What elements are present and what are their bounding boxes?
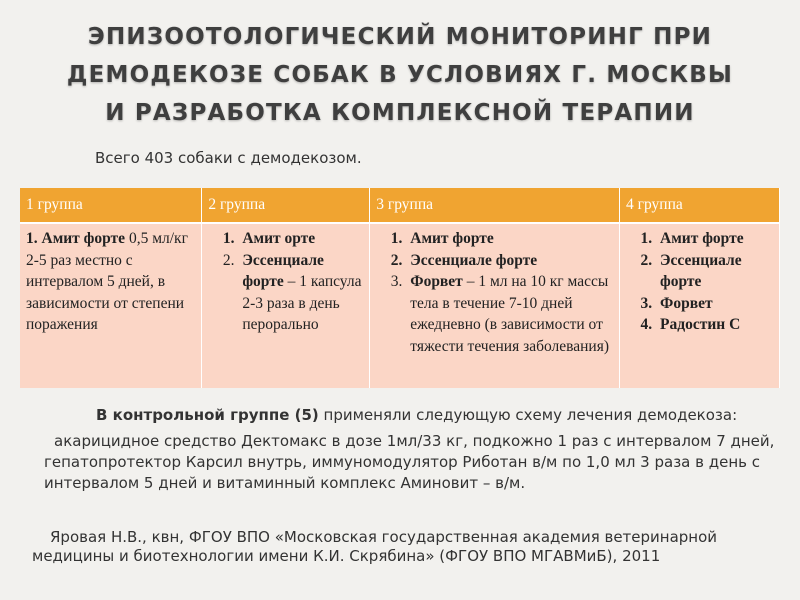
header-group-1: 1 группа bbox=[20, 188, 202, 223]
control-group-text bbox=[44, 405, 784, 494]
cell-group-3 bbox=[370, 223, 620, 388]
group1-drug: 1. Амит форте bbox=[26, 230, 126, 247]
list-item: 2. Эссенциале форте – 1 капсула 2-3 раза в день перорально bbox=[238, 250, 363, 336]
header-group-4: 4 группа bbox=[620, 188, 780, 223]
control-group-intro: В контрольной группе (5) применяли следующую схему лечения демодекоза: bbox=[96, 406, 738, 424]
group2-list bbox=[208, 228, 363, 336]
list-item: 1. Амит форте bbox=[656, 228, 773, 250]
list-item: 1. Амит орте bbox=[238, 228, 363, 250]
list-item: 3. Форвет bbox=[656, 293, 773, 315]
header-group-3: 3 группа bbox=[370, 188, 620, 223]
list-item: 4. Радостин С bbox=[656, 314, 773, 336]
title-line-1: ЭПИЗООТОЛОГИЧЕСКИЙ МОНИТОРИНГ ПРИ bbox=[87, 24, 713, 50]
group4-list bbox=[626, 228, 773, 336]
control-group-scheme: акарицидное средство Дектомакс в дозе 1мл/33 кг, подкожно 1 раз с интервалом 7 дней, гепатопротектор Карсил внутрь, иммуномодулятор Риботан в/м по 1,0 мл 3 раза в день с интервалом 5 дней и витаминный комплекс Аминовит – в/м. bbox=[44, 432, 775, 492]
table-header-row bbox=[20, 188, 780, 223]
groups-table bbox=[20, 188, 780, 388]
title-line-3: И РАЗРАБОТКА КОМПЛЕКСНОЙ ТЕРАПИИ bbox=[105, 100, 695, 126]
cell-group-2 bbox=[202, 223, 370, 388]
group3-list bbox=[376, 228, 613, 357]
title-line-2: ДЕМОДЕКОЗЕ СОБАК В УСЛОВИЯХ Г. МОСКВЫ bbox=[66, 62, 734, 88]
cell-group-1 bbox=[20, 223, 202, 388]
list-item: 2. Эссенциале форте bbox=[406, 250, 613, 272]
list-item: 2. Эссенциале форте bbox=[656, 250, 773, 293]
list-item: 1. Амит форте bbox=[406, 228, 613, 250]
cell-group-4 bbox=[620, 223, 780, 388]
slide-title bbox=[48, 18, 752, 132]
group1-dosage: 0,5 мл/кг 2-5 раз местно с интервалом 5 дней, в зависимости от степени поражения bbox=[26, 230, 188, 333]
total-dogs-text: Всего 403 собаки с демодекозом. bbox=[95, 149, 362, 167]
header-group-2: 2 группа bbox=[202, 188, 370, 223]
table-row bbox=[20, 223, 780, 388]
list-item: 3. Форвет – 1 мл на 10 кг массы тела в течение 7-10 дней ежедневно (в зависимости от тяжести течения заболевания) bbox=[406, 271, 613, 357]
author-citation: Яровая Н.В., квн, ФГОУ ВПО «Московская государственная академия ветеринарной медицины и биотехнологии имени К.И. Скрябина» (ФГОУ ВПО МГАВМиБ), 2011 bbox=[32, 528, 718, 565]
